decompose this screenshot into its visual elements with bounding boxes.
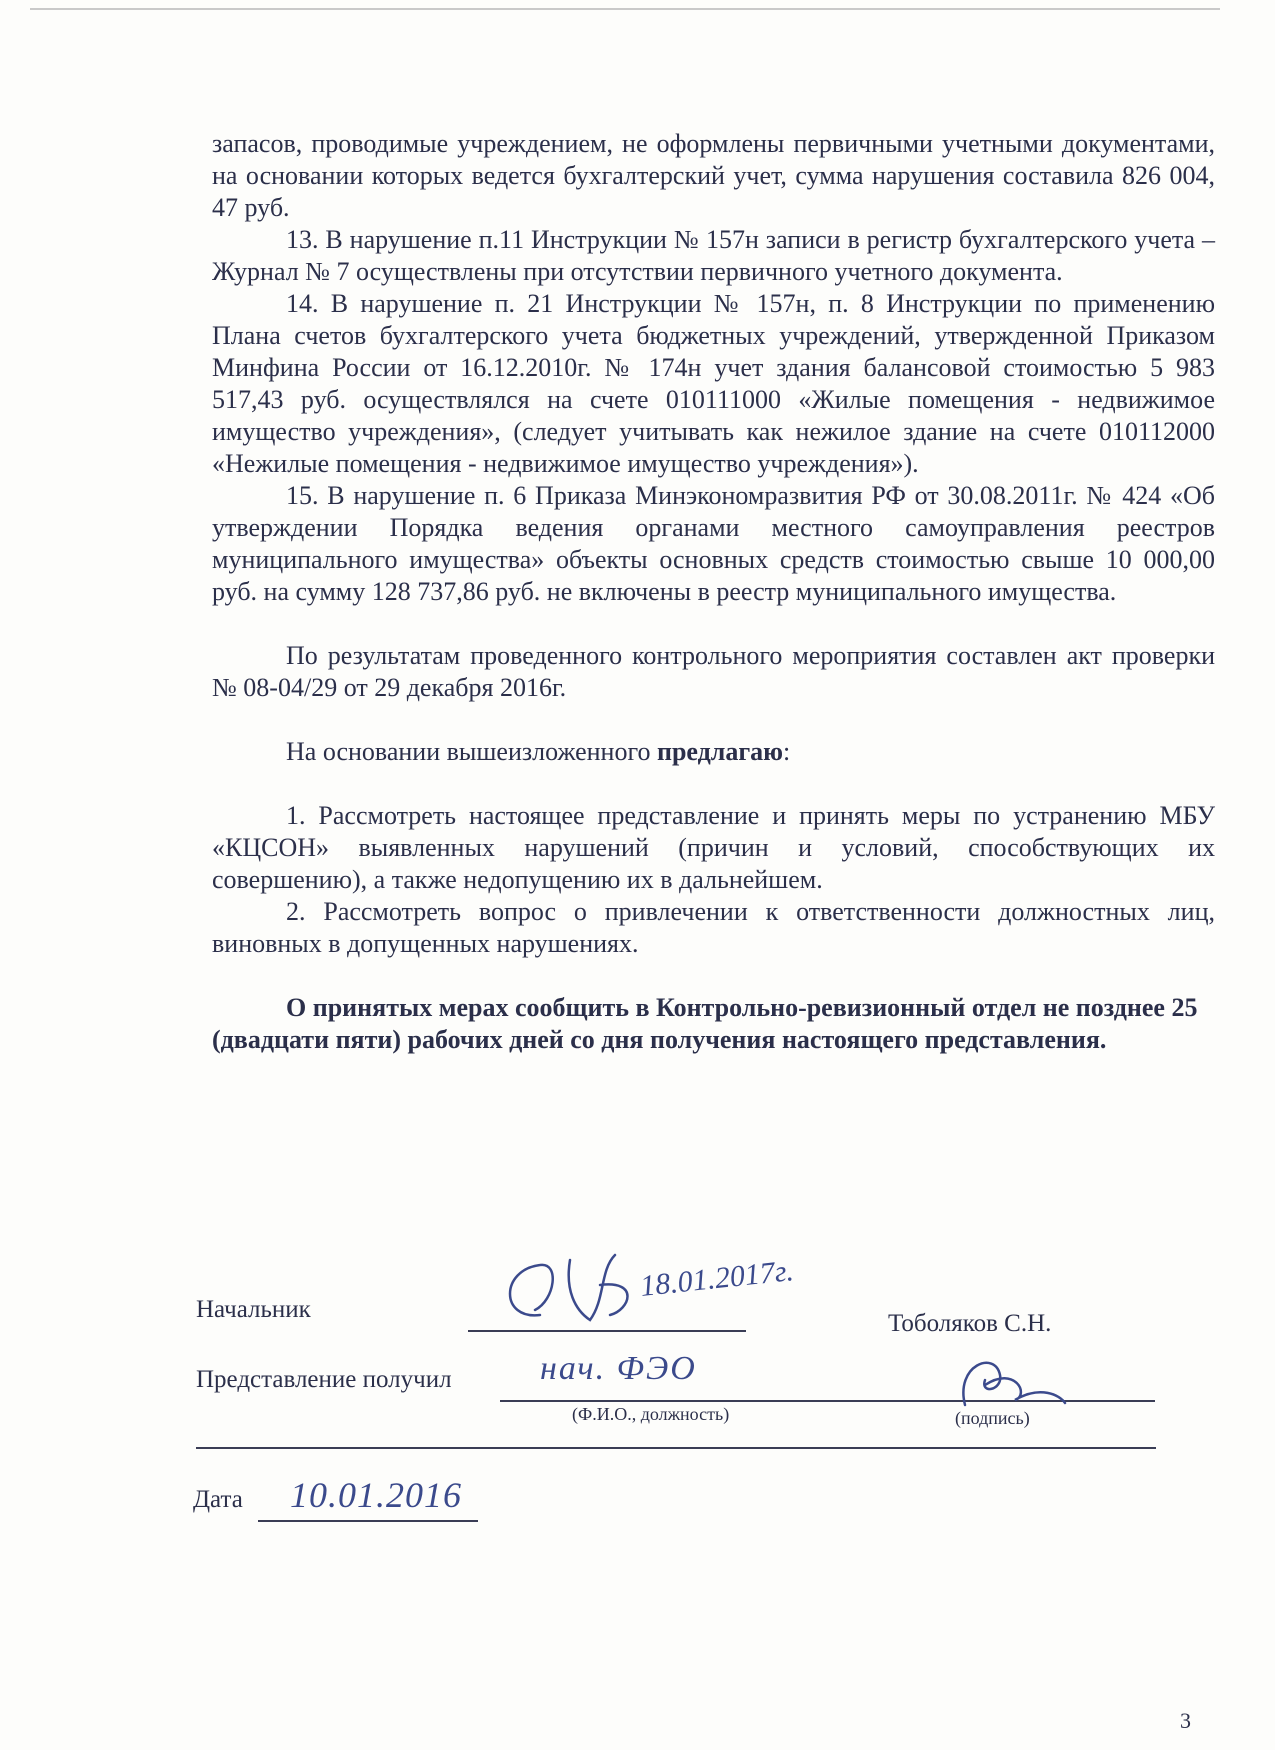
received-handwritten: нач. ФЭО <box>540 1350 697 1387</box>
page-number: 3 <box>1180 1708 1191 1733</box>
notice-paragraph: О принятых мерах сообщить в Контрольно-ревизионный отдел не позднее 25 (двадцати пяти) рабочих дней со дня получения настоящего представления. <box>212 993 1198 1054</box>
date-label: Дата <box>193 1486 243 1513</box>
date-line <box>258 1520 478 1522</box>
chief-handwritten-date: 18.01.2017г. <box>638 1254 796 1303</box>
received-label: Представление получил <box>196 1366 452 1393</box>
proposal-item-2: 2. Рассмотреть вопрос о привлечении к ответственности должностных лиц, виновных в допущенных нарушениях. <box>212 897 1215 958</box>
propose-suffix: : <box>783 737 791 766</box>
paragraph-15: 15. В нарушение п. 6 Приказа Минэкономразвития РФ от 30.08.2011г. № 424 «Об утверждении Порядка ведения органами местного самоуправления реестров муниципального имущества» объекты основных средств стоимостью свыше 10 000,00 руб. на сумму 128 737,86 руб. не включены в реестр муниципального имущества. <box>212 481 1215 606</box>
proposal-item-1: 1. Рассмотреть настоящее представление и принять меры по устранению МБУ «КЦСОН» выявленных нарушений (причин и условий, способствующих их совершению), а также недопущению их в дальнейшем. <box>212 801 1215 894</box>
paragraph-continued: запасов, проводимые учреждением, не оформлены первичными учетными документами, на основании которых ведется бухгалтерский учет, сумма нарушения составила 826 004, 47 руб. <box>212 129 1215 222</box>
separator-line <box>196 1447 1156 1449</box>
propose-prefix: На основании вышеизложенного <box>286 737 657 766</box>
date-handwritten: 10.01.2016 <box>290 1475 462 1515</box>
paragraph-14: 14. В нарушение п. 21 Инструкции № 157н, п. 8 Инструкции по применению Плана счетов бухгалтерского учета бюджетных учреждений, утвержденной Приказом Минфина России от 16.12.2010г. № 174н учет здания балансовой стоимостью 5 983 517,43 руб. осуществлялся на счете 010111000 «Жилые помещения - недвижимое имущество учреждения», (следует учитывать как нежилое здание на счете 010112000 «Нежилые помещения - недвижимое имущество учреждения»). <box>212 289 1215 478</box>
propose-bold: предлагаю <box>656 737 784 766</box>
chief-name: Тоболяков С.Н. <box>888 1310 1052 1337</box>
paragraph-result: По результатам проведенного контрольного мероприятия составлен акт проверки № 08-04/29 от 29 декабря 2016г. <box>212 641 1215 702</box>
paragraph-13: 13. В нарушение п.11 Инструкции № 157н записи в регистр бухгалтерского учета – Журнал № 7 осуществлены при отсутствии первичного учетного документа. <box>212 225 1215 286</box>
fio-caption: (Ф.И.О., должность) <box>572 1404 730 1424</box>
sign-caption: (подпись) <box>955 1408 1030 1428</box>
chief-label: Начальник <box>196 1296 311 1323</box>
